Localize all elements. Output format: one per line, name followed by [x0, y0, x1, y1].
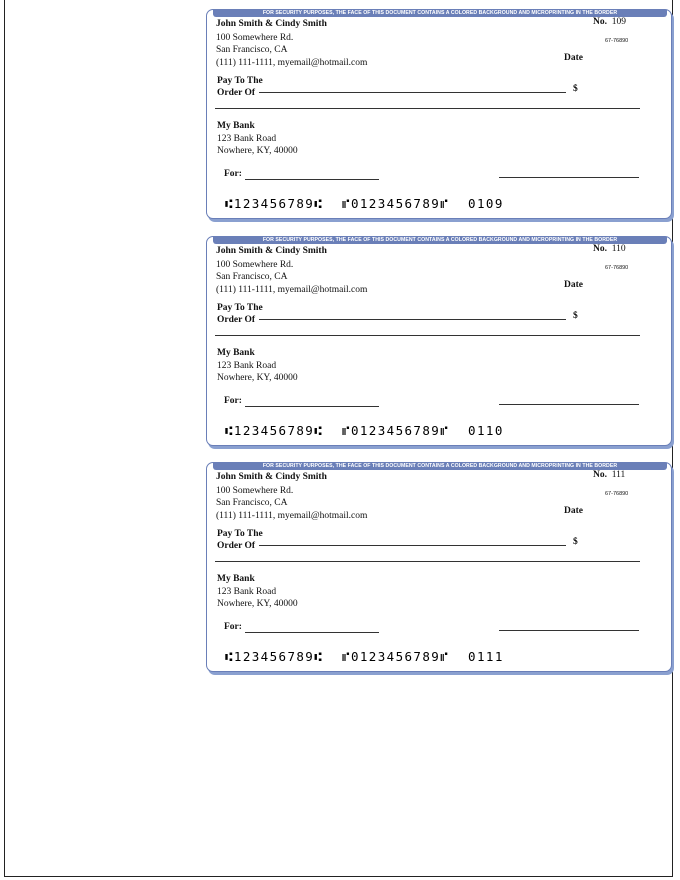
owner-address-line1: 100 Somewhere Rd. [216, 486, 294, 496]
signature-line[interactable] [499, 630, 639, 631]
routing-fraction: 67-76890 [605, 491, 629, 497]
memo-line[interactable] [245, 632, 379, 633]
dollar-sign: $ [573, 537, 578, 547]
owner-contact: (111) 111-1111, myemail@hotmail.com [216, 58, 368, 68]
bank-name: My Bank [217, 121, 255, 131]
micr-line: ⑆123456789⑆ ⑈0123456789⑈ 0110 [225, 423, 504, 438]
routing-fraction: 67-76890 [605, 38, 629, 44]
bank-address-line1: 123 Bank Road [217, 587, 277, 597]
owner-name: John Smith & Cindy Smith [216, 19, 327, 29]
security-band: FOR SECURITY PURPOSES, THE FACE OF THIS DOCUMENT CONTAINS A COLORED BACKGROUND AND MICROPRINTING IN THE BORDER [213, 463, 667, 470]
memo-label: For: [224, 622, 242, 632]
owner-address-line2: San Francisco, CA [216, 45, 288, 55]
check-111 [206, 462, 672, 672]
dollar-sign: $ [573, 84, 578, 94]
bank-name: My Bank [217, 574, 255, 584]
check-number [593, 17, 626, 27]
owner-contact: (111) 111-1111, myemail@hotmail.com [216, 511, 368, 521]
pay-to-line2: Order Of [217, 541, 256, 551]
check-109 [206, 9, 672, 219]
owner-address-line2: San Francisco, CA [216, 498, 288, 508]
check-number [593, 244, 626, 254]
pay-to-line1: Pay To The [217, 303, 263, 313]
check-number-value: 110 [611, 244, 626, 254]
check-number-label: No. [593, 17, 607, 27]
owner-address-line1: 100 Somewhere Rd. [216, 260, 294, 270]
pay-to-line1: Pay To The [217, 529, 263, 539]
dollar-sign: $ [573, 311, 578, 321]
check-number-label: No. [593, 244, 607, 254]
amount-words-line[interactable] [215, 108, 640, 109]
bank-address-line1: 123 Bank Road [217, 361, 277, 371]
owner-address-line1: 100 Somewhere Rd. [216, 33, 294, 43]
date-label: Date [564, 506, 583, 516]
check-110 [206, 236, 672, 446]
pay-to-line1: Pay To The [217, 76, 263, 86]
pay-to-line2: Order Of [217, 88, 256, 98]
payee-line[interactable] [259, 319, 566, 320]
signature-line[interactable] [499, 177, 639, 178]
bank-address-line2: Nowhere, KY, 40000 [217, 146, 298, 156]
memo-label: For: [224, 396, 242, 406]
owner-contact: (111) 111-1111, myemail@hotmail.com [216, 285, 368, 295]
routing-fraction: 67-76890 [605, 265, 629, 271]
amount-words-line[interactable] [215, 335, 640, 336]
check-number-label: No. [593, 470, 607, 480]
pay-to-label [217, 75, 263, 99]
micr-line: ⑆123456789⑆ ⑈0123456789⑈ 0109 [225, 196, 504, 211]
payee-line[interactable] [259, 545, 566, 546]
bank-name: My Bank [217, 348, 255, 358]
owner-address-line2: San Francisco, CA [216, 272, 288, 282]
memo-line[interactable] [245, 179, 379, 180]
memo-line[interactable] [245, 406, 379, 407]
micr-line: ⑆123456789⑆ ⑈0123456789⑈ 0111 [225, 649, 504, 664]
owner-name: John Smith & Cindy Smith [216, 472, 327, 482]
bank-address-line2: Nowhere, KY, 40000 [217, 599, 298, 609]
bank-address-line1: 123 Bank Road [217, 134, 277, 144]
security-band: FOR SECURITY PURPOSES, THE FACE OF THIS DOCUMENT CONTAINS A COLORED BACKGROUND AND MICROPRINTING IN THE BORDER [213, 10, 667, 17]
owner-name: John Smith & Cindy Smith [216, 246, 327, 256]
amount-words-line[interactable] [215, 561, 640, 562]
bank-address-line2: Nowhere, KY, 40000 [217, 373, 298, 383]
signature-line[interactable] [499, 404, 639, 405]
check-number-value: 111 [611, 470, 626, 480]
pay-to-label [217, 302, 263, 326]
pay-to-label [217, 528, 263, 552]
date-label: Date [564, 53, 583, 63]
pay-to-line2: Order Of [217, 315, 256, 325]
memo-label: For: [224, 169, 242, 179]
date-label: Date [564, 280, 583, 290]
check-number [593, 470, 625, 480]
check-number-value: 109 [611, 17, 626, 27]
payee-line[interactable] [259, 92, 566, 93]
security-band: FOR SECURITY PURPOSES, THE FACE OF THIS DOCUMENT CONTAINS A COLORED BACKGROUND AND MICROPRINTING IN THE BORDER [213, 237, 667, 244]
